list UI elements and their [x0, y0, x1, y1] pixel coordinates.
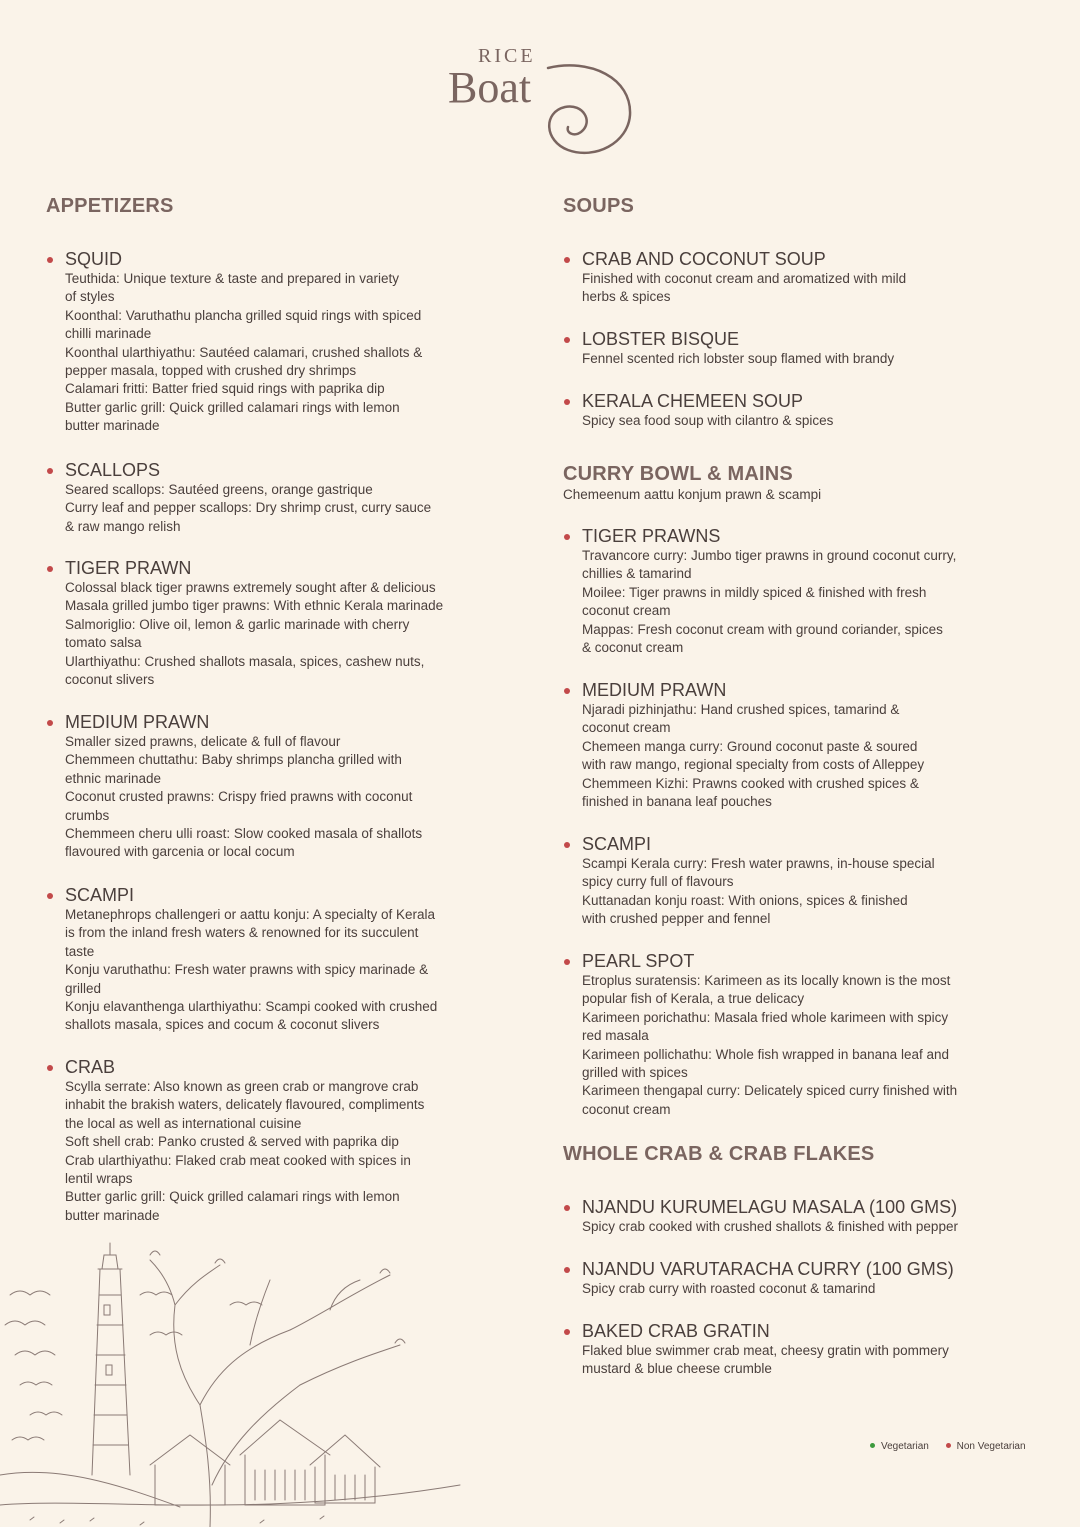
item-name: TIGER PRAWNS	[563, 525, 993, 547]
item-desc-line: crumbs	[65, 807, 110, 823]
section-subtitle: Chemeenum aattu konjum prawn & scampi	[563, 487, 822, 502]
lighthouse-sketch-illustration	[0, 1235, 470, 1527]
rice-boat-logo	[440, 40, 640, 160]
item-desc-line: Teuthida: Unique texture & taste and prepared in variety	[65, 271, 399, 286]
logo-text-small: RICE	[478, 45, 536, 67]
item-desc-line: finished in banana leaf pouches	[582, 794, 772, 810]
item-desc-line: Konju elavanthenga ularthiyathu: Scampi cooked with crushed	[65, 999, 438, 1015]
item-desc-line: mustard & blue cheese crumble	[582, 1361, 772, 1377]
item-desc-line: Finished with coconut cream and aromatized with mild	[582, 271, 907, 286]
item-desc-line: chilli marinade	[65, 326, 152, 342]
item-desc-line: Coconut crusted prawns: Crispy fried prawns with coconut	[65, 789, 413, 805]
menu-item-scampi	[46, 884, 476, 1035]
diet-legend	[870, 1441, 1040, 1452]
non-veg-dot-icon	[946, 1443, 951, 1448]
item-desc-line: the local as well as international cuisine	[65, 1115, 302, 1131]
item-desc-line: Butter garlic grill: Quick grilled calamari rings with lemon	[65, 399, 400, 415]
item-desc-line: Chemmeen chuttathu: Baby shrimps plancha grilled with	[65, 752, 402, 768]
item-desc-line: Soft shell crab: Panko crusted & served with paprika dip	[65, 1134, 399, 1150]
item-desc-line: inhabit the brakish waters, delicately flavoured, compliments	[65, 1097, 425, 1113]
item-desc-line: Spicy crab cooked with crushed shallots & finished with pepper	[582, 1219, 958, 1234]
item-desc-line: tomato salsa	[65, 635, 142, 651]
item-desc-line: & raw mango relish	[65, 518, 181, 534]
item-desc-line: popular fish of Kerala, a true delicacy	[582, 991, 805, 1007]
item-desc-line: Fennel scented rich lobster soup flamed with brandy	[582, 351, 895, 366]
item-name: SCAMPI	[563, 833, 993, 855]
item-name: SCAMPI	[46, 884, 476, 906]
menu-item-tiger-prawns	[563, 525, 993, 657]
item-name: SQUID	[46, 248, 476, 270]
menu-item-squid	[46, 248, 476, 436]
item-desc-line: Masala grilled jumbo tiger prawns: With ethnic Kerala marinade	[65, 598, 444, 614]
legend-non-vegetarian-label: Non Vegetarian	[956, 1441, 1026, 1452]
item-desc-line: Karimeen porichathu: Masala fried whole karimeen with spicy	[582, 1009, 949, 1025]
legend-vegetarian	[870, 1441, 929, 1452]
menu-item-scampi-curry	[563, 833, 993, 929]
item-desc-line: is from the inland fresh waters & renowned for its succulent	[65, 925, 419, 941]
item-desc-line: Kuttanadan konju roast: With onions, spices & finished	[582, 892, 908, 908]
item-desc-line: flavoured with garcenia or local cocum	[65, 844, 295, 860]
item-name: PEARL SPOT	[563, 950, 993, 972]
item-desc-line: pepper masala, topped with crushed dry shrimps	[65, 363, 357, 379]
item-name: CRAB AND COCONUT SOUP	[563, 248, 993, 270]
item-desc-line: Colossal black tiger prawns extremely sought after & delicious	[65, 580, 436, 595]
item-desc-line: coconut slivers	[65, 672, 155, 688]
legend-non-vegetarian	[946, 1441, 1026, 1452]
item-desc-line: Chemeen manga curry: Ground coconut paste & soured	[582, 738, 918, 754]
item-desc-line: Flaked blue swimmer crab meat, cheesy gratin with pommery	[582, 1343, 949, 1358]
item-desc-line: herbs & spices	[582, 289, 671, 305]
menu-item-njandu-varutaracha	[563, 1258, 993, 1298]
item-desc-line: butter marinade	[65, 1207, 160, 1223]
menu-item-crab-coconut-soup	[563, 248, 993, 307]
item-name: MEDIUM PRAWN	[563, 679, 993, 701]
item-desc-line: Seared scallops: Sautéed greens, orange gastrique	[65, 482, 373, 497]
item-name: NJANDU KURUMELAGU MASALA (100 GMS)	[563, 1196, 993, 1218]
item-desc-line: Ularthiyathu: Crushed shallots masala, spices, cashew nuts,	[65, 653, 425, 669]
item-desc-line: ethnic marinade	[65, 770, 162, 786]
item-desc-line: Chemmeen cheru ulli roast: Slow cooked masala of shallots	[65, 826, 423, 842]
item-desc-line: Calamari fritti: Batter fried squid rings with paprika dip	[65, 381, 385, 397]
item-desc-line: Spicy crab curry with roasted coconut & tamarind	[582, 1281, 876, 1296]
item-desc-line: Scampi Kerala curry: Fresh water prawns, in-house special	[582, 856, 935, 871]
item-name: LOBSTER BISQUE	[563, 328, 993, 350]
item-desc-line: Butter garlic grill: Quick grilled calamari rings with lemon	[65, 1189, 400, 1205]
item-desc-line: chillies & tamarind	[582, 566, 692, 582]
item-desc-line: shallots masala, spices and cocum & coconut slivers	[65, 1017, 380, 1033]
item-desc-line: Mappas: Fresh coconut cream with ground coriander, spices	[582, 621, 943, 637]
veg-dot-icon	[870, 1443, 875, 1448]
item-desc-line: grilled with spices	[582, 1065, 688, 1081]
menu-item-tiger-prawn	[46, 557, 476, 689]
item-desc-line: with raw mango, regional specialty from costs of Alleppey	[582, 757, 925, 773]
menu-item-medium-prawn	[46, 711, 476, 862]
section-title-whole-crab: WHOLE CRAB & CRAB FLAKES	[563, 1143, 875, 1165]
menu-item-baked-crab-gratin	[563, 1320, 993, 1379]
item-desc-line: coconut cream	[582, 720, 671, 736]
item-name: TIGER PRAWN	[46, 557, 476, 579]
item-name: CRAB	[46, 1056, 476, 1078]
item-desc-line: red masala	[582, 1028, 649, 1044]
item-desc-line: Scylla serrate: Also known as green crab or mangrove crab	[65, 1079, 419, 1094]
menu-item-medium-prawn-curry	[563, 679, 993, 811]
item-desc-line: Koonthal ularthiyathu: Sautéed calamari, crushed shallots &	[65, 344, 423, 360]
item-desc-line: Njaradi pizhinjathu: Hand crushed spices, tamarind &	[582, 702, 900, 717]
section-title-soups: SOUPS	[563, 195, 635, 217]
item-desc-line: Moilee: Tiger prawns in mildly spiced & finished with fresh	[582, 584, 927, 600]
item-desc-line: grilled	[65, 980, 102, 996]
item-desc-line: taste	[65, 943, 95, 959]
item-desc-line: Smaller sized prawns, delicate & full of flavour	[65, 734, 341, 749]
item-desc-line: Salmoriglio: Olive oil, lemon & garlic marinade with cherry	[65, 616, 410, 632]
menu-item-njandu-kurumelagu	[563, 1196, 993, 1236]
item-desc-line: Metanephrops challengeri or aattu konju: A specialty of Kerala	[65, 907, 435, 922]
item-desc-line: Curry leaf and pepper scallops: Dry shrimp crust, curry sauce	[65, 500, 432, 516]
legend-vegetarian-label: Vegetarian	[881, 1441, 929, 1452]
item-desc-line: with crushed pepper and fennel	[582, 911, 771, 927]
section-title-appetizers: APPETIZERS	[46, 195, 174, 217]
logo-text-large: Boat	[448, 63, 532, 112]
item-desc-line: spicy curry full of flavours	[582, 874, 734, 890]
item-desc-line: Chemmeen Kizhi: Prawns cooked with crushed spices &	[582, 775, 919, 791]
section-title-curry-bowl-mains: CURRY BOWL & MAINS	[563, 463, 793, 485]
item-desc-line: coconut cream	[582, 603, 671, 619]
item-desc-line: Koonthal: Varuthathu plancha grilled squid rings with spiced	[65, 307, 422, 323]
item-desc-line: of styles	[65, 289, 115, 305]
menu-item-crab	[46, 1056, 476, 1225]
menu-item-lobster-bisque	[563, 328, 993, 368]
item-desc-line: Konju varuthathu: Fresh water prawns with spicy marinade &	[65, 962, 429, 978]
item-desc-line: Etroplus suratensis: Karimeen as its locally known is the most	[582, 973, 951, 988]
item-desc-line: Karimeen pollichathu: Whole fish wrapped in banana leaf and	[582, 1046, 949, 1062]
item-name: NJANDU VARUTARACHA CURRY (100 GMS)	[563, 1258, 993, 1280]
menu-item-kerala-chemeen-soup	[563, 390, 993, 430]
item-name: KERALA CHEMEEN SOUP	[563, 390, 993, 412]
menu-item-scallops	[46, 459, 476, 536]
item-name: SCALLOPS	[46, 459, 476, 481]
item-desc-line: Crab ularthiyathu: Flaked crab meat cooked with spices in	[65, 1152, 411, 1168]
item-desc-line: lentil wraps	[65, 1171, 133, 1187]
menu-item-pearl-spot	[563, 950, 993, 1119]
item-name: MEDIUM PRAWN	[46, 711, 476, 733]
item-desc-line: Spicy sea food soup with cilantro & spices	[582, 413, 834, 428]
item-name: BAKED CRAB GRATIN	[563, 1320, 993, 1342]
item-desc-line: coconut cream	[582, 1101, 671, 1117]
item-desc-line: Travancore curry: Jumbo tiger prawns in ground coconut curry,	[582, 548, 957, 563]
item-desc-line: butter marinade	[65, 418, 160, 434]
item-desc-line: Karimeen thengapal curry: Delicately spiced curry finished with	[582, 1083, 958, 1099]
item-desc-line: & coconut cream	[582, 640, 684, 656]
